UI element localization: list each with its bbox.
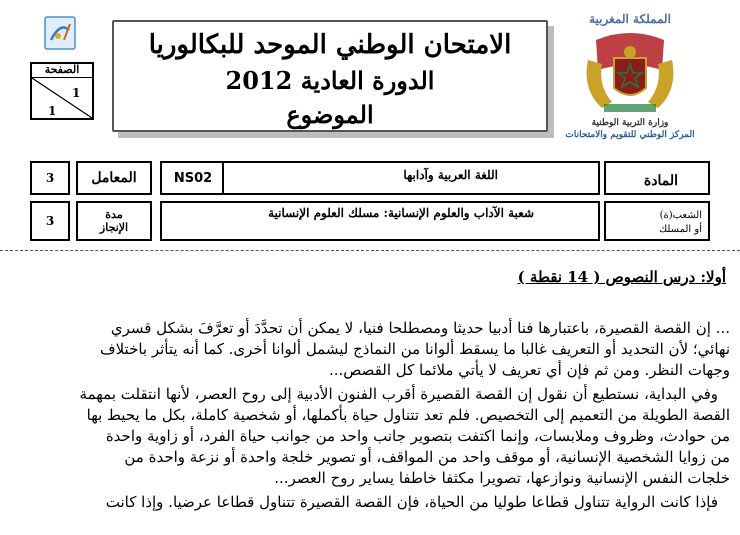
branch-value-cell	[160, 201, 600, 241]
session-title: الدورة العادية 2012	[225, 66, 435, 95]
duration-label-cell	[76, 201, 152, 241]
exam-title: الامتحان الوطني الموحد للبكالوريا	[148, 30, 512, 60]
exam-logo-icon	[44, 16, 76, 50]
branch-value: شعبة الآداب والعلوم الإنسانية: مسلك العلوم الإنسانية	[268, 206, 534, 220]
text-line: ... إن القصة القصيرة، باعتبارها فنا أدبيا حديثا ومصطلحا فنيا، لا يمكن أن تحدَّدَ أو تعرَّفَ بشكل قسري	[110, 319, 730, 337]
coefficient-value-cell	[30, 161, 70, 195]
text-line: خلجات النفس الإنسانية ونوازعها، تصويرا مكثفا خاطفا يساير روح العصر...	[274, 469, 730, 487]
center-name: المركز الوطني للتقويم والامتحانات	[565, 130, 695, 140]
branch-label-line1: الشعب(ة)	[659, 210, 702, 221]
duration-label-line1: مدة	[105, 208, 123, 221]
subject-title: الموضوع	[286, 100, 374, 129]
coat-of-arms-icon	[578, 30, 682, 118]
text-line: وفي البداية، نستطيع أن نقول إن القصة القصيرة أقرب الفنون الأدبية إلى روح العصر، لأنها انتقلت بمهمة	[79, 385, 718, 403]
duration-value: 3	[45, 214, 55, 228]
text-line: فإذا كانت الرواية تتناول قطاعا طوليا من الحياة، فإن القصة القصيرة تتناول قطاعا عرضيا. وإذا كانت	[105, 493, 718, 511]
page-current: 1	[72, 86, 81, 100]
subject-value-cell	[160, 161, 600, 195]
title-box	[112, 20, 548, 132]
branch-label-line2: أو المسلك	[658, 224, 702, 235]
coefficient-label-cell	[76, 161, 152, 195]
subject-label: المادة	[643, 173, 678, 189]
text-line: وجهات النظر. ومن ثم فإن أي تعريف لا يأتي ملائما كل القصص...	[329, 361, 730, 379]
section-heading: أولا: درس النصوص ( 14 نقطة )	[517, 268, 726, 286]
duration-label-line2: الإنجاز	[99, 221, 129, 234]
subject-label-cell	[604, 161, 710, 195]
exam-code: NS02	[164, 163, 224, 193]
text-line: من حوادث، وظروف وملابسات، وإنما اكتفت بتصوير جانب واحد من جوانب حياة الفرد، أو زاوية واحدة	[105, 427, 730, 445]
branch-label-cell	[604, 201, 710, 241]
ministry-name: وزارة التربية الوطنية	[591, 118, 669, 128]
page-total: 1	[48, 104, 57, 118]
page-label: الصفحة	[30, 62, 94, 78]
text-line: القصة الطويلة من التعميم إلى التخصيص. فلم تعد تتناول حياة بأكملها، أو شخصية كاملة، بكل ما يحيط بها	[86, 406, 730, 424]
text-line: نهائي؛ لأن التحديد أو التعريف غالبا ما يسقط ألوانا من النماذج ليشمل ألوانا أخرى. كما أنه يتأثر باختلاف	[100, 340, 730, 358]
coefficient-label: المعامل	[91, 170, 137, 186]
subject-value: اللغة العربية وآدابها	[403, 168, 498, 182]
coefficient-value: 3	[45, 171, 55, 185]
text-line: من زوايا الشخصية الإنسانية، أو موقف واحد من المواقف، أو تصوير خلجة واحدة أو نزعة واحدة من	[124, 448, 730, 466]
kingdom-name: المملكة المغربية	[589, 12, 671, 26]
duration-value-cell	[30, 201, 70, 241]
section-divider	[0, 250, 740, 251]
